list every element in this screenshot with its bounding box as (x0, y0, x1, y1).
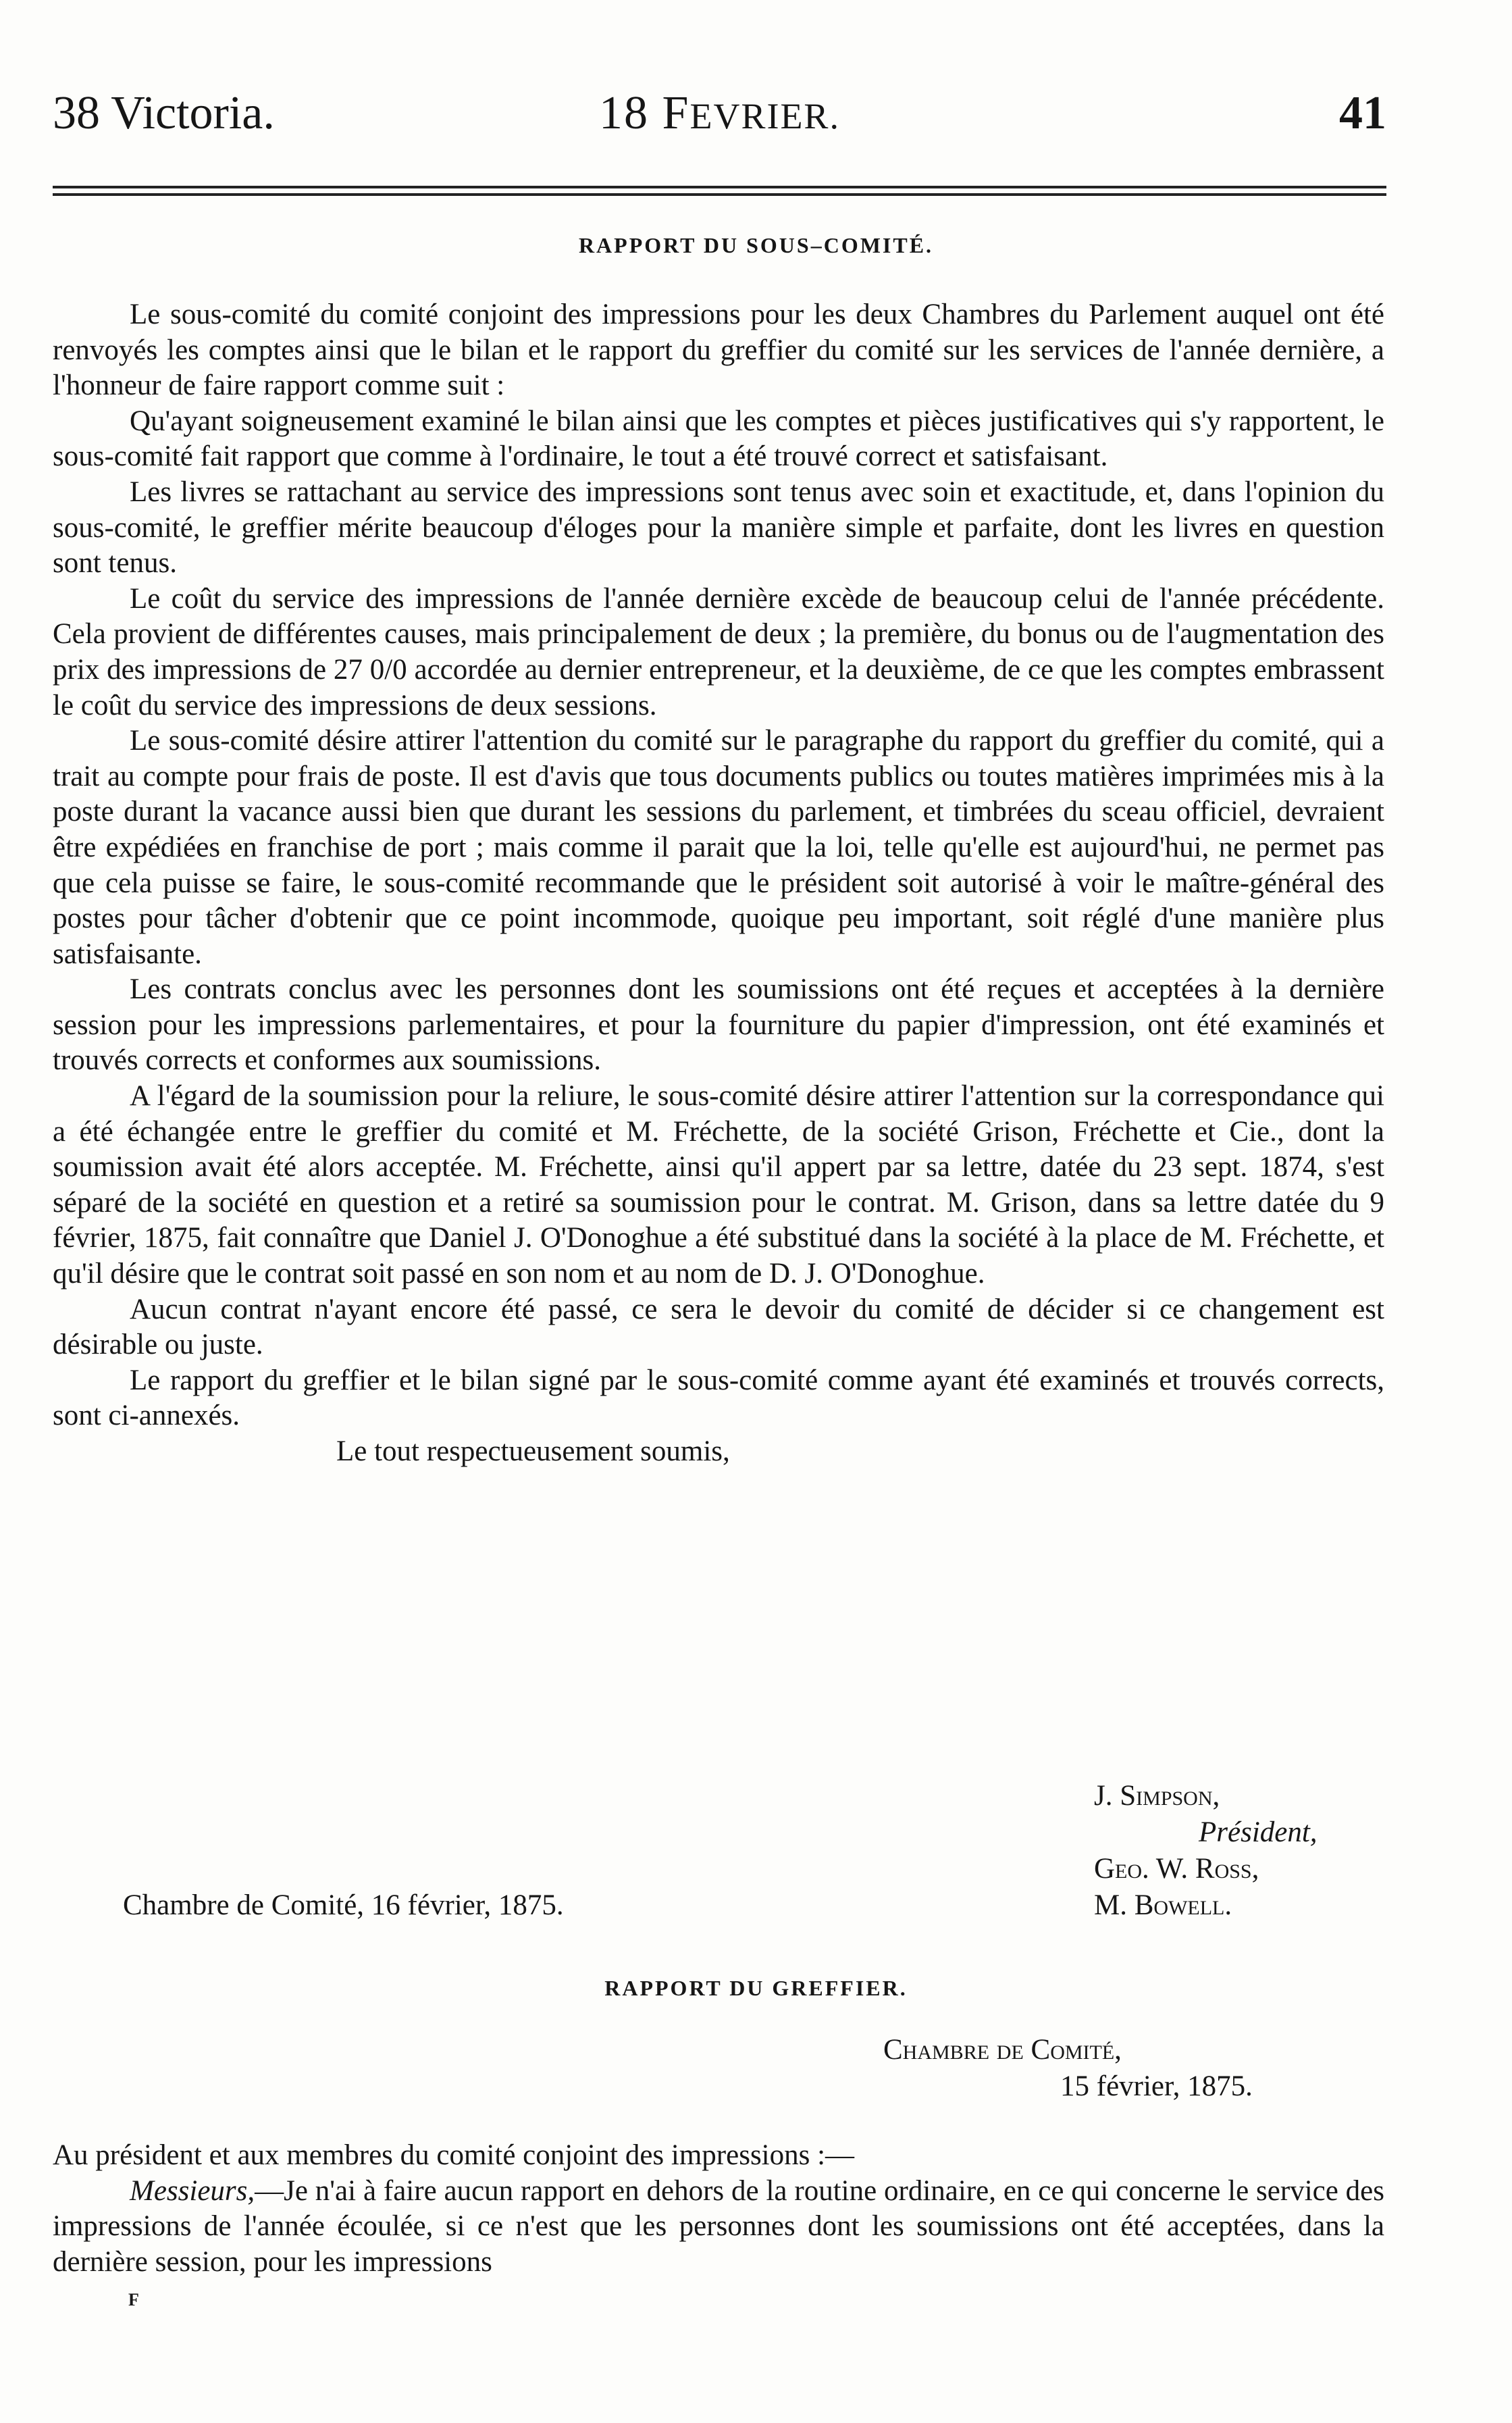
greffier-heading: RAPPORT DU GREFFIER. (604, 1976, 908, 2000)
signature-mark: F (128, 2290, 139, 2310)
page-header (53, 86, 1386, 151)
closing-line: Le tout respectueusement soumis, (336, 1435, 730, 1467)
paragraph-7: A l'égard de la soumission pour la reliure, le sous-comité désire attirer l'attention sur la correspondance qui a été échangée entre le greffier du comité et M. Fréchette, de la société Grison, Fréchette et Cie., dont la soumission avait été alors acceptée. M. Fréchette, ainsi qu'il appert par sa lettre, datée du 23 sept. 1874, s'est séparé de la société en question et a retiré sa soumission pour le contrat. M. Grison, dans sa lettre datée du 9 février, 1875, fait connaître que Daniel J. O'Donoghue a été substitué dans la société à la place de M. Fréchette, et qu'il désire que le contrat soit passé en son nom et au nom de D. J. O'Donoghue. (53, 1080, 1384, 1290)
paragraph-3: Les livres se rattachant au service des impressions sont tenus avec soin et exactitude, et, dans l'opinion du sous-comité, le greffier mérite beaucoup d'éloges pour la manière simple et parfaite, dont les livres en question sont tenus. (53, 476, 1384, 580)
signature-name-3: M. Bowell. (1094, 1889, 1232, 1921)
paragraph-5: Le sous-comité désire attirer l'attention du comité sur le paragraphe du rapport du greffier du comité, qui a trait au compte pour frais de poste. Il est d'avis que tous documents publics ou toutes matières imprimées mis à la poste durant la vacance aussi bien que durant les sessions du parlement, et timbrées du sceau officiel, devraient être expédiées en franchise de port ; mais comme il parait que la loi, telle qu'elle est aujourd'hui, ne permet pas que cela puisse se faire, le sous-comité recommande que le président soit autorisé à voir le maître-général des postes pour tâcher d'obtenir que ce point incommode, quoique peu important, soit réglé d'une manière plus satisfaisante. (53, 725, 1384, 970)
date-header-small: EVRIER. (689, 96, 840, 136)
report-body (53, 297, 1384, 1470)
page-date-header (53, 86, 1386, 141)
signature-title-1: Président, (1199, 1816, 1318, 1848)
header-rule-bottom (53, 193, 1386, 196)
session-label: 38 Victoria. (53, 87, 275, 139)
paragraph-4: Le coût du service des impressions de l'année dernière excède de beaucoup celui de l'année précédente. Cela provient de différentes causes, mais principalement de deux ; la première, du bonus ou de l'augmentation des prix des impressions de 27 0/0 accordée au dernier entrepreneur, et la deuxième, de ce que les comptes embrassent le coût du service des impressions de deux sessions. (53, 582, 1384, 721)
report-heading: RAPPORT DU SOUS–COMITÉ. (578, 233, 934, 257)
header-rule-top (53, 186, 1386, 188)
greffier-place: Chambre de Comité, (883, 2034, 1122, 2066)
greffier-letter (53, 2138, 1384, 2280)
page-number: 41 (1339, 87, 1386, 139)
paragraph-9: Le rapport du greffier et le bilan signé par le sous-comité comme ayant été examinés et trouvés corrects, sont ci-annexés. (53, 1364, 1384, 1432)
paragraph-8: Aucun contrat n'ayant encore été passé, ce sera le devoir du comité de décider si ce changement est désirable ou juste. (53, 1293, 1384, 1361)
paragraph-6: Les contrats conclus avec les personnes dont les soumissions ont été reçues et acceptées à la dernière session pour les impressions parlementaires, et pour la fourniture du papier d'impression, ont été examinés et trouvés corrects et conformes aux soumissions. (53, 973, 1384, 1077)
place-date: Chambre de Comité, 16 février, 1875. (123, 1889, 564, 1921)
letter-address: Au président et aux membres du comité conjoint des impressions :— (53, 2139, 855, 2171)
greffier-date: 15 février, 1875. (1060, 2070, 1253, 2102)
letter-body (53, 2174, 1384, 2280)
paragraph-2: Qu'ayant soigneusement examiné le bilan ainsi que les comptes et pièces justificatives qui s'y rapportent, le sous-comité fait rapport que comme à l'ordinaire, le tout a été trouvé correct et satisfaisant. (53, 405, 1384, 473)
letter-salutation: Messieurs, (130, 2174, 255, 2207)
signature-name-1: J. Simpson, (1094, 1780, 1220, 1812)
letter-text: —Je n'ai à faire aucun rapport en dehors de la routine ordinaire, en ce qui concerne le service des impressions de l'année écoulée, si ce n'est que les personnes dont les soumissions ont été acceptées, dans la dernière session, pour les impressions (53, 2174, 1384, 2278)
signature-name-2: Geo. W. Ross, (1094, 1853, 1259, 1885)
paragraph-1: Le sous-comité du comité conjoint des impressions pour les deux Chambres du Parlement auquel ont été renvoyés les comptes ainsi que le bilan et le rapport du greffier du comité sur les services de l'année dernière, a l'honneur de faire rapport comme suit : (53, 299, 1384, 402)
date-header-big: 18 F (599, 87, 690, 139)
